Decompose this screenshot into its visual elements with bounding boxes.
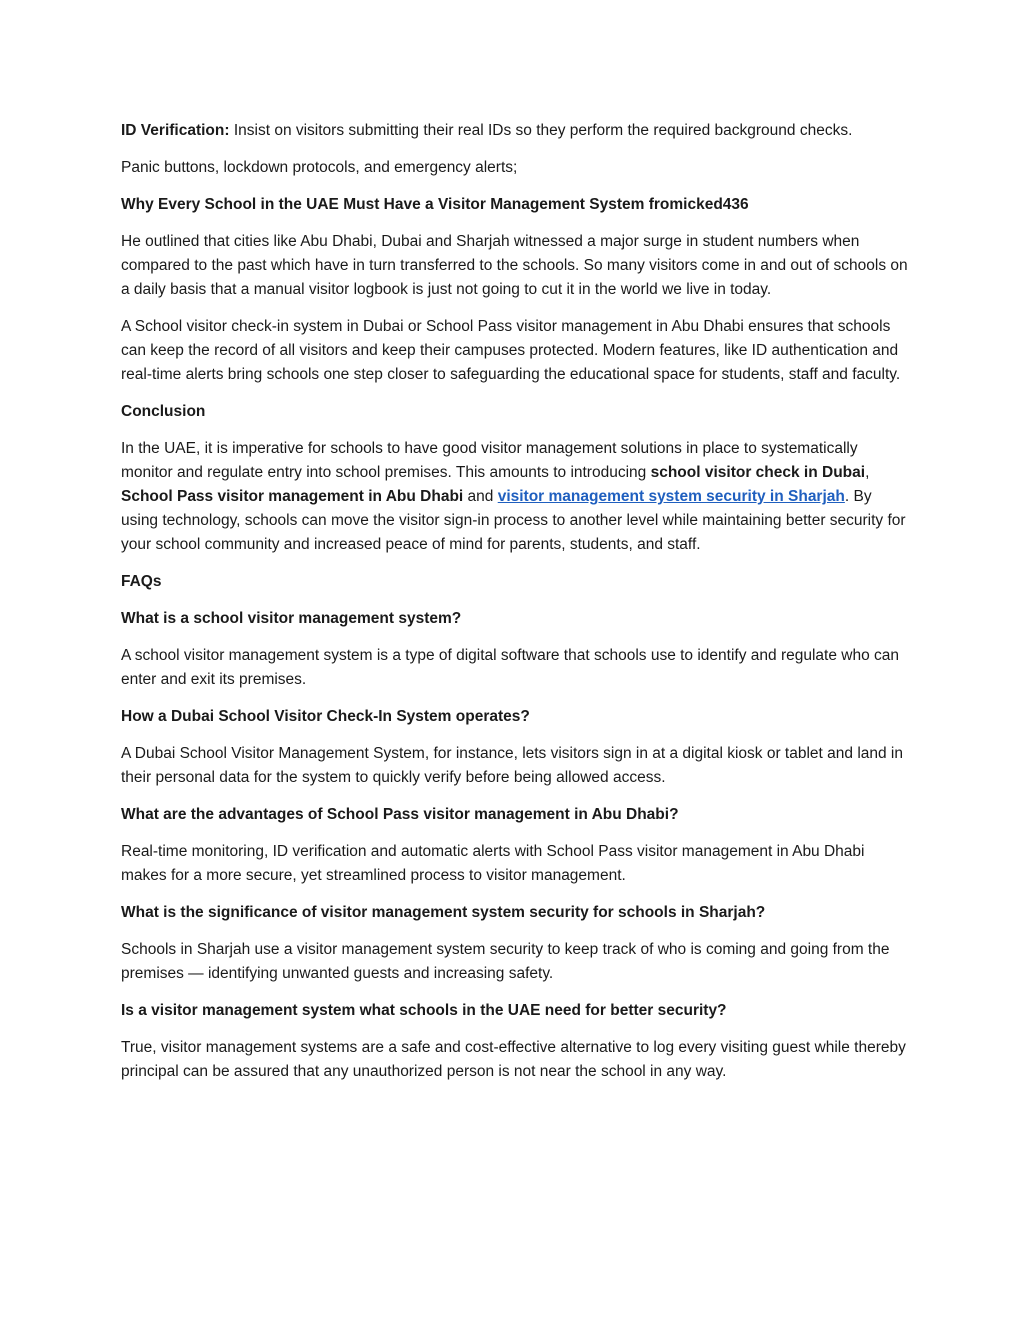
conclusion-bold-dubai: school visitor check in Dubai <box>650 464 866 481</box>
checkin-paragraph: A School visitor check-in system in Dubai or School Pass visitor management in Abu Dhabi ensures that schools can keep the record of all visitors and keep their campuses protected. Modern features, like ID authentication and real-time alerts bring schools one step closer to safeguarding the educational space for students, staff and faculty. <box>121 318 901 383</box>
conclusion-comma: , <box>865 464 870 481</box>
document-page <box>121 119 911 1097</box>
id-verification-label: ID Verification: <box>121 122 230 139</box>
faq-question-3: What are the advantages of School Pass visitor management in Abu Dhabi? <box>121 806 679 823</box>
faq-question-2: How a Dubai School Visitor Check-In System operates? <box>121 708 530 725</box>
why-heading: Why Every School in the UAE Must Have a Visitor Management System fromicked436 <box>121 196 749 213</box>
conclusion-bold-abu-dhabi: School Pass visitor management in Abu Dhabi <box>121 488 464 505</box>
conclusion-text-2: . By using technology, schools can move the visitor sign-in process to another level while maintaining better security for your school community and increased peace of mind for parents, students, and staff. <box>121 488 906 553</box>
id-verification-text: Insist on visitors submitting their real IDs so they perform the required background checks. <box>229 122 853 139</box>
conclusion-heading: Conclusion <box>121 403 206 420</box>
id-verification-paragraph <box>121 119 911 143</box>
faq-answer-4: Schools in Sharjah use a visitor management system security to keep track of who is coming and going from the premises — identifying unwanted guests and increasing safety. <box>121 941 890 982</box>
faq-question-5: Is a visitor management system what schools in the UAE need for better security? <box>121 1002 727 1019</box>
faqs-heading: FAQs <box>121 573 162 590</box>
conclusion-text-1: In the UAE, it is imperative for schools to have good visitor management solutions in place to systematically monitor and regulate entry into school premises. This amounts to introducing <box>121 440 858 481</box>
faq-question-4: What is the significance of visitor management system security for schools in Sharjah? <box>121 904 766 921</box>
faq-question-1: What is a school visitor management system? <box>121 610 462 627</box>
faq-answer-5: True, visitor management systems are a safe and cost-effective alternative to log every visiting guest while thereby principal can be assured that any unauthorized person is not near the school in any way. <box>121 1039 906 1080</box>
conclusion-paragraph <box>121 437 911 557</box>
conclusion-and: and <box>463 488 498 505</box>
panic-buttons-line: Panic buttons, lockdown protocols, and emergency alerts; <box>121 159 518 176</box>
sharjah-security-link[interactable]: visitor management system security in Sharjah <box>497 488 845 505</box>
surge-paragraph: He outlined that cities like Abu Dhabi, Dubai and Sharjah witnessed a major surge in student numbers when compared to the past which have in turn transferred to the schools. So many visitors come in and out of schools on a daily basis that a manual visitor logbook is just not going to cut it in the world we live in today. <box>121 233 908 298</box>
faq-answer-3: Real-time monitoring, ID verification and automatic alerts with School Pass visitor management in Abu Dhabi makes for a more secure, yet streamlined process to visitor management. <box>121 843 865 884</box>
faq-answer-1: A school visitor management system is a type of digital software that schools use to identify and regulate who can enter and exit its premises. <box>121 647 899 688</box>
faq-answer-2: A Dubai School Visitor Management System, for instance, lets visitors sign in at a digital kiosk or tablet and land in their personal data for the system to quickly verify before being allowed access. <box>121 745 904 786</box>
